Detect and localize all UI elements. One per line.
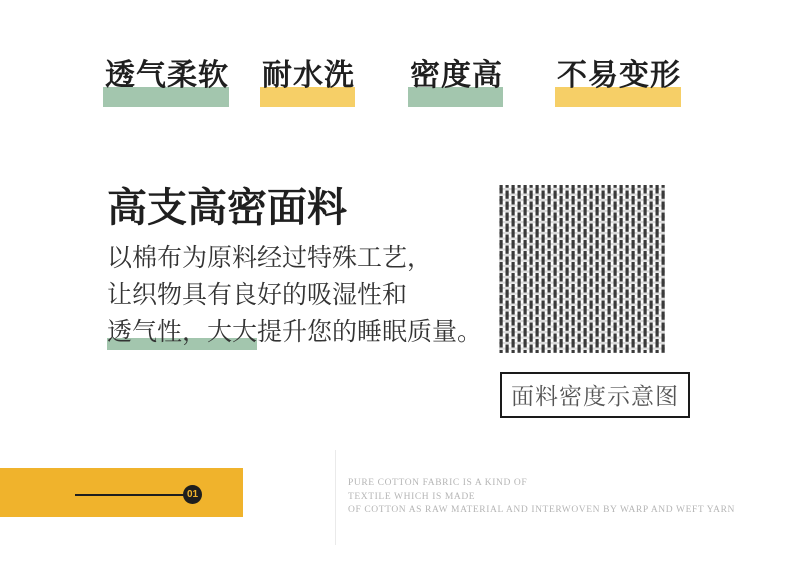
en-line: OF COTTON AS RAW MATERIAL AND INTERWOVEN BY WARP AND WEFT YARN: [348, 505, 735, 515]
feature-tag-high-density: [410, 61, 503, 91]
section-body: [107, 240, 482, 351]
feature-label: 耐水洗: [262, 59, 355, 92]
en-line: PURE COTTON FABRIC IS A KIND OF: [348, 478, 528, 488]
weave-pattern-svg: [499, 185, 665, 353]
footer-english-description: [348, 477, 735, 518]
en-line: TEXTILE WHICH IS MADE: [348, 491, 476, 502]
footer-divider-line: [335, 450, 336, 545]
body-line: 让织物具有良好的吸湿性和: [107, 281, 408, 309]
section-title: 高支高密面料: [107, 186, 347, 230]
page-number-badge: 01: [183, 485, 202, 504]
feature-tag-shape-retention: [557, 61, 681, 91]
feature-label: 密度高: [410, 59, 503, 92]
fabric-weave-diagram: [499, 185, 665, 353]
body-line: 以棉布为原料经过特殊工艺，: [107, 244, 433, 272]
feature-tag-washable: [262, 61, 355, 91]
diagram-caption-box: 面料密度示意图: [500, 372, 690, 418]
footer-rule-line: [75, 494, 187, 496]
feature-tag-breathable-soft: [105, 61, 229, 91]
body-line: [107, 314, 482, 351]
body-line-rest: 提升您的睡眠质量。: [257, 318, 483, 346]
footer-accent-block: [0, 468, 243, 517]
feature-label: 透气柔软: [105, 59, 229, 92]
body-highlighted-text: 透气性，大大: [107, 318, 257, 350]
feature-label: 不易变形: [557, 59, 681, 92]
